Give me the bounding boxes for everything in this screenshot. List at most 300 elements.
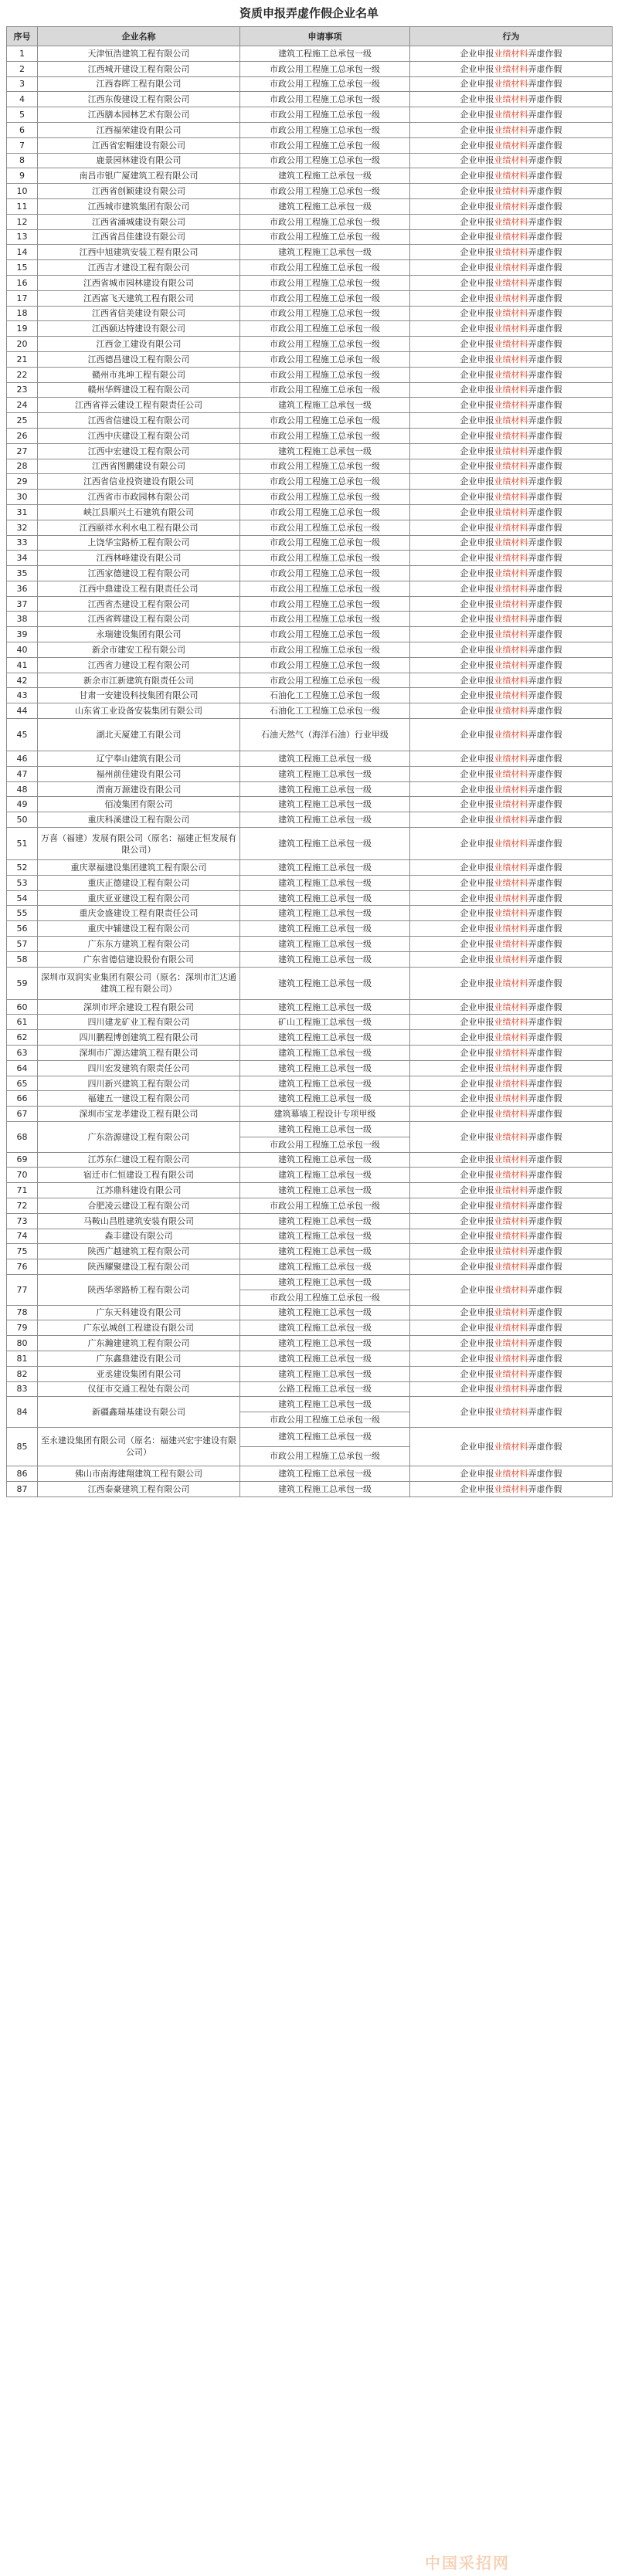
- action-prefix: 企业申报: [460, 247, 494, 258]
- cell-company-name: 鹿景园林建设有限公司: [38, 153, 240, 168]
- cell-no: 42: [7, 673, 38, 688]
- cell-action: [410, 1107, 613, 1122]
- action-highlight: 业绩材料: [494, 768, 528, 779]
- action-highlight: 业绩材料: [494, 644, 528, 655]
- cell-company-name: 江西省力建设工程有限公司: [38, 657, 240, 673]
- action-prefix: 企业申报: [460, 862, 494, 873]
- cell-no: 68: [7, 1122, 38, 1153]
- action-suffix: 弄虚作假: [528, 877, 562, 888]
- cell-application-item: 市政公用工程施工总承包一级: [240, 1198, 410, 1213]
- action-highlight: 业绩材料: [494, 1170, 528, 1181]
- cell-no: 25: [7, 413, 38, 429]
- action-highlight: 业绩材料: [494, 839, 528, 849]
- cell-application-item: 建筑工程施工总承包一级: [240, 1259, 410, 1275]
- action-prefix: 企业申报: [460, 308, 494, 319]
- action-prefix: 企业申报: [460, 339, 494, 350]
- cell-application-item: 建筑工程施工总承包一级: [240, 781, 410, 797]
- cell-company-name: 江西家德建设工程有限公司: [38, 566, 240, 581]
- table-row: [7, 967, 613, 999]
- cell-action: [410, 490, 613, 505]
- table-row: [7, 951, 613, 967]
- cell-application-item: 市政公用工程施工总承包一级: [240, 596, 410, 612]
- cell-no: 22: [7, 367, 38, 382]
- cell-company-name: 赣州市兆坤工程有限公司: [38, 367, 240, 382]
- action-prefix: 企业申报: [460, 263, 494, 273]
- cell-action: [410, 875, 613, 890]
- action-prefix: 企业申报: [460, 354, 494, 364]
- cell-application-item: 市政公用工程施工总承包一级: [240, 260, 410, 276]
- cell-action: [410, 306, 613, 321]
- cell-company-name: 甘肃一安建设科技集团有限公司: [38, 688, 240, 703]
- action-prefix: 企业申报: [460, 507, 494, 517]
- cell-company-name: 渭南万源建设有限公司: [38, 781, 240, 797]
- table-row: [7, 1198, 613, 1213]
- action-prefix: 企业申报: [460, 614, 494, 625]
- action-prefix: 企业申报: [460, 155, 494, 166]
- cell-company-name: 山东省工业设备安装集团有限公司: [38, 703, 240, 719]
- cell-application-item: 建筑工程施工总承包一级: [240, 198, 410, 214]
- action-prefix: 企业申报: [460, 1307, 494, 1318]
- action-prefix: 企业申报: [460, 1231, 494, 1242]
- action-prefix: 企业申报: [460, 201, 494, 212]
- cell-action: [410, 812, 613, 828]
- cell-no: 13: [7, 229, 38, 245]
- cell-company-name: 江西东俊建设工程有限公司: [38, 92, 240, 107]
- cell-no: 29: [7, 474, 38, 490]
- action-highlight: 业绩材料: [494, 140, 528, 151]
- cell-application-item: 建筑工程施工总承包一级: [240, 906, 410, 921]
- action-highlight: 业绩材料: [494, 201, 528, 212]
- action-suffix: 弄虚作假: [528, 1246, 562, 1257]
- table-row: [7, 673, 613, 688]
- action-highlight: 业绩材料: [494, 277, 528, 288]
- cell-action: [410, 703, 613, 719]
- cell-application-item: 建筑工程施工总承包一级: [240, 443, 410, 459]
- action-highlight: 业绩材料: [494, 94, 528, 105]
- action-suffix: 弄虚作假: [528, 1200, 562, 1211]
- cell-action: [410, 1091, 613, 1107]
- table-row: [7, 860, 613, 876]
- cell-company-name: 广东鑫鼎建设有限公司: [38, 1351, 240, 1366]
- action-highlight: 业绩材料: [494, 430, 528, 441]
- action-prefix: 企业申报: [460, 629, 494, 640]
- action-highlight: 业绩材料: [494, 924, 528, 934]
- action-suffix: 弄虚作假: [528, 155, 562, 166]
- action-prefix: 企业申报: [460, 1323, 494, 1334]
- cell-no: 57: [7, 937, 38, 952]
- action-suffix: 弄虚作假: [528, 978, 562, 988]
- action-suffix: 弄虚作假: [528, 908, 562, 919]
- action-suffix: 弄虚作假: [528, 938, 562, 949]
- cell-no: 1: [7, 46, 38, 62]
- action-highlight: 业绩材料: [494, 954, 528, 964]
- cell-action: [410, 520, 613, 535]
- action-prefix: 企业申报: [460, 924, 494, 934]
- cell-action: [410, 890, 613, 906]
- action-prefix: 企业申报: [460, 124, 494, 135]
- cell-no: 21: [7, 351, 38, 367]
- table-row: [7, 566, 613, 581]
- cell-application-item: 市政公用工程施工总承包一级: [240, 367, 410, 382]
- cell-application-item: 市政公用工程施工总承包一级: [240, 566, 410, 581]
- cell-action: [410, 474, 613, 490]
- action-highlight: 业绩材料: [494, 263, 528, 273]
- action-suffix: 弄虚作假: [528, 324, 562, 334]
- cell-no: 83: [7, 1381, 38, 1397]
- cell-action: [410, 657, 613, 673]
- cell-company-name: 广东弘城创工程建设有限公司: [38, 1320, 240, 1336]
- cell-application-item: 市政公用工程施工总承包一级: [240, 306, 410, 321]
- action-suffix: 弄虚作假: [528, 369, 562, 380]
- action-suffix: 弄虚作假: [528, 507, 562, 517]
- cell-action: [410, 1076, 613, 1091]
- cell-application-item: 建筑工程施工总承包一级: [240, 828, 410, 860]
- cell-action: [410, 184, 613, 199]
- action-highlight: 业绩材料: [494, 1384, 528, 1395]
- action-suffix: 弄虚作假: [528, 1215, 562, 1226]
- table-row: [7, 812, 613, 828]
- cell-action: [410, 153, 613, 168]
- cell-no: 24: [7, 398, 38, 413]
- action-highlight: 业绩材料: [494, 354, 528, 364]
- cell-application-item: 市政公用工程施工总承包一级: [240, 92, 410, 107]
- cell-company-name: 江西省涌城建设有限公司: [38, 214, 240, 229]
- action-highlight: 业绩材料: [494, 1353, 528, 1364]
- cell-action: [410, 1427, 613, 1466]
- cell-company-name: 新余市建安工程有限公司: [38, 642, 240, 658]
- table-row: [7, 398, 613, 413]
- cell-company-name: 江西省宏帽建设有限公司: [38, 137, 240, 153]
- cell-company-name: 福州前佳建设有限公司: [38, 766, 240, 781]
- action-highlight: 业绩材料: [494, 1338, 528, 1349]
- cell-application-item: 建筑工程施工总承包一级: [240, 1274, 410, 1290]
- action-prefix: 企业申报: [460, 171, 494, 181]
- cell-application-item: 建筑工程施工总承包一级: [240, 1152, 410, 1168]
- action-prefix: 企业申报: [460, 79, 494, 90]
- cell-no: 78: [7, 1305, 38, 1320]
- cell-company-name: 江西春晖工程有限公司: [38, 76, 240, 92]
- table-row: [7, 688, 613, 703]
- action-highlight: 业绩材料: [494, 1407, 528, 1418]
- action-prefix: 企业申报: [460, 110, 494, 120]
- cell-action: [410, 504, 613, 520]
- cell-no: 85: [7, 1427, 38, 1466]
- cell-company-name: 永瑞建设集团有限公司: [38, 627, 240, 642]
- action-prefix: 企业申报: [460, 186, 494, 197]
- cell-action: [410, 688, 613, 703]
- table-row: [7, 1168, 613, 1183]
- cell-no: 75: [7, 1244, 38, 1259]
- action-suffix: 弄虚作假: [528, 924, 562, 934]
- action-highlight: 业绩材料: [494, 614, 528, 625]
- table-row: [7, 1229, 613, 1244]
- action-highlight: 业绩材料: [494, 1441, 528, 1452]
- cell-action: [410, 107, 613, 123]
- cell-action: [410, 937, 613, 952]
- action-suffix: 弄虚作假: [528, 354, 562, 364]
- action-highlight: 业绩材料: [494, 1483, 528, 1494]
- cell-action: [410, 337, 613, 352]
- action-prefix: 企业申报: [460, 1353, 494, 1364]
- cell-company-name: 湖北天厦建工有限公司: [38, 719, 240, 751]
- cell-company-name: 新余市江新建筑有限责任公司: [38, 673, 240, 688]
- cell-company-name: 江西林峰建设有限公司: [38, 551, 240, 566]
- cell-no: 80: [7, 1336, 38, 1351]
- table-row: [7, 921, 613, 937]
- cell-action: [410, 766, 613, 781]
- action-highlight: 业绩材料: [494, 492, 528, 502]
- cell-no: 9: [7, 168, 38, 184]
- cell-application-item: 市政公用工程施工总承包一级: [240, 275, 410, 290]
- cell-action: [410, 1030, 613, 1046]
- action-prefix: 企业申报: [460, 140, 494, 151]
- cell-company-name: 江西福荣建设有限公司: [38, 122, 240, 137]
- cell-company-name: 江西省祥云建设工程有限责任公司: [38, 398, 240, 413]
- action-suffix: 弄虚作假: [528, 1353, 562, 1364]
- cell-application-item: 建筑工程施工总承包一级: [240, 860, 410, 876]
- action-highlight: 业绩材料: [494, 507, 528, 517]
- cell-application-item: 建筑工程施工总承包一级: [240, 1366, 410, 1381]
- table-row: [7, 153, 613, 168]
- table-row: [7, 1060, 613, 1076]
- cell-action: [410, 1351, 613, 1366]
- cell-application-item: 建筑幕墙工程设计专项甲级: [240, 1107, 410, 1122]
- table-row: [7, 1015, 613, 1030]
- cell-company-name: 四川新兴建筑工程有限公司: [38, 1076, 240, 1091]
- cell-company-name: 江西省信美建设有限公司: [38, 306, 240, 321]
- cell-application-item: 市政公用工程施工总承包一级: [240, 612, 410, 627]
- cell-company-name: 江西省昌佳建设有限公司: [38, 229, 240, 245]
- cell-no: 72: [7, 1198, 38, 1213]
- cell-company-name: 万喜（福建）发展有限公司（原名：福建正恒发展有限公司）: [38, 828, 240, 860]
- cell-action: [410, 860, 613, 876]
- action-prefix: 企业申报: [460, 537, 494, 548]
- cell-company-name: 重庆亚亚建设工程有限公司: [38, 890, 240, 906]
- cell-no: 7: [7, 137, 38, 153]
- cell-action: [410, 459, 613, 474]
- cell-no: 19: [7, 321, 38, 337]
- action-highlight: 业绩材料: [494, 79, 528, 90]
- cell-action: [410, 61, 613, 76]
- cell-action: [410, 828, 613, 860]
- cell-action: [410, 367, 613, 382]
- table-row: [7, 1183, 613, 1198]
- cell-company-name: 辽宁奉山建筑有限公司: [38, 751, 240, 767]
- action-suffix: 弄虚作假: [528, 201, 562, 212]
- action-suffix: 弄虚作假: [528, 1078, 562, 1089]
- cell-action: [410, 1305, 613, 1320]
- cell-company-name: 江西城市建筑集团有限公司: [38, 198, 240, 214]
- action-suffix: 弄虚作假: [528, 537, 562, 548]
- cell-action: [410, 214, 613, 229]
- action-suffix: 弄虚作假: [528, 784, 562, 795]
- table-row: [7, 596, 613, 612]
- cell-application-item: 建筑工程施工总承包一级: [240, 751, 410, 767]
- action-suffix: 弄虚作假: [528, 186, 562, 197]
- cell-no: 48: [7, 781, 38, 797]
- cell-action: [410, 1152, 613, 1168]
- cell-action: [410, 566, 613, 581]
- table-row: [7, 1397, 613, 1412]
- action-prefix: 企业申报: [460, 1284, 494, 1295]
- table-row: [7, 92, 613, 107]
- cell-application-item: 建筑工程施工总承包一级: [240, 1351, 410, 1366]
- action-suffix: 弄虚作假: [528, 48, 562, 59]
- cell-no: 82: [7, 1366, 38, 1381]
- cell-company-name: 江西省城市园林建设有限公司: [38, 275, 240, 290]
- cell-application-item: 市政公用工程施工总承包一级: [240, 351, 410, 367]
- action-suffix: 弄虚作假: [528, 385, 562, 395]
- action-highlight: 业绩材料: [494, 1002, 528, 1012]
- cell-action: [410, 76, 613, 92]
- cell-no: 8: [7, 153, 38, 168]
- cell-application-item: 市政公用工程施工总承包一级: [240, 535, 410, 551]
- table-row: [7, 906, 613, 921]
- cell-no: 10: [7, 184, 38, 199]
- action-prefix: 企业申报: [460, 675, 494, 686]
- header-item: 申请事项: [240, 27, 410, 46]
- cell-application-item: 建筑工程施工总承包一级: [240, 1046, 410, 1061]
- table-row: [7, 828, 613, 860]
- table-row: [7, 703, 613, 719]
- cell-no: 56: [7, 921, 38, 937]
- action-prefix: 企业申报: [460, 1032, 494, 1043]
- action-prefix: 企业申报: [460, 553, 494, 564]
- action-prefix: 企业申报: [460, 659, 494, 670]
- cell-company-name: 赣州华辉建设工程有限公司: [38, 382, 240, 398]
- action-suffix: 弄虚作假: [528, 1047, 562, 1058]
- cell-action: [410, 967, 613, 999]
- cell-no: 62: [7, 1030, 38, 1046]
- table-row: [7, 184, 613, 199]
- cell-action: [410, 1466, 613, 1481]
- action-highlight: 业绩材料: [494, 124, 528, 135]
- cell-no: 49: [7, 797, 38, 812]
- action-suffix: 弄虚作假: [528, 339, 562, 350]
- action-prefix: 企业申报: [460, 1215, 494, 1226]
- table-row: [7, 413, 613, 429]
- cell-application-item: 建筑工程施工总承包一级: [240, 921, 410, 937]
- table-row: [7, 214, 613, 229]
- cell-application-item: 市政公用工程施工总承包一级: [240, 1412, 410, 1428]
- cell-company-name: 江苏东仁建设工程有限公司: [38, 1152, 240, 1168]
- cell-company-name: 佛山市南海建翔建筑工程有限公司: [38, 1466, 240, 1481]
- cell-company-name: 江西中宏建设工程有限公司: [38, 443, 240, 459]
- table-row: [7, 797, 613, 812]
- table-row: [7, 122, 613, 137]
- table-row: [7, 351, 613, 367]
- action-suffix: 弄虚作假: [528, 839, 562, 849]
- action-highlight: 业绩材料: [494, 753, 528, 764]
- table-row: [7, 1076, 613, 1091]
- table-row: [7, 321, 613, 337]
- table-row: [7, 551, 613, 566]
- cell-company-name: 广东天科建设有限公司: [38, 1305, 240, 1320]
- cell-company-name: 江西省创颖建设有限公司: [38, 184, 240, 199]
- action-prefix: 企业申报: [460, 1384, 494, 1395]
- cell-action: [410, 1015, 613, 1030]
- action-suffix: 弄虚作假: [528, 568, 562, 578]
- table-row: [7, 1336, 613, 1351]
- table-row: [7, 245, 613, 260]
- cell-application-item: 建筑工程施工总承包一级: [240, 1466, 410, 1481]
- action-prefix: 企业申报: [460, 1368, 494, 1379]
- action-highlight: 业绩材料: [494, 308, 528, 319]
- cell-no: 26: [7, 428, 38, 443]
- cell-company-name: 森丰建设有限公司: [38, 1229, 240, 1244]
- action-highlight: 业绩材料: [494, 568, 528, 578]
- action-prefix: 企业申报: [460, 598, 494, 609]
- table-row: [7, 474, 613, 490]
- cell-no: 5: [7, 107, 38, 123]
- table-row: [7, 581, 613, 596]
- action-highlight: 业绩材料: [494, 784, 528, 795]
- cell-action: [410, 443, 613, 459]
- action-prefix: 企业申报: [460, 461, 494, 472]
- table-row: [7, 443, 613, 459]
- cell-company-name: 江西泰豪建筑工程有限公司: [38, 1481, 240, 1496]
- action-suffix: 弄虚作假: [528, 690, 562, 701]
- action-highlight: 业绩材料: [494, 155, 528, 166]
- cell-action: [410, 290, 613, 306]
- cell-company-name: 宿迁市仁恒建设工程有限公司: [38, 1168, 240, 1183]
- cell-no: 4: [7, 92, 38, 107]
- table-row: [7, 875, 613, 890]
- cell-no: 14: [7, 245, 38, 260]
- header-no: 序号: [7, 27, 38, 46]
- table-row: [7, 367, 613, 382]
- action-highlight: 业绩材料: [494, 553, 528, 564]
- table-row: [7, 612, 613, 627]
- action-highlight: 业绩材料: [494, 690, 528, 701]
- cell-action: [410, 168, 613, 184]
- cell-no: 51: [7, 828, 38, 860]
- cell-action: [410, 46, 613, 62]
- cell-application-item: 建筑工程施工总承包一级: [240, 1427, 410, 1446]
- action-prefix: 企业申报: [460, 730, 494, 741]
- cell-application-item: 市政公用工程施工总承包一级: [240, 642, 410, 658]
- cell-application-item: 建筑工程施工总承包一级: [240, 1336, 410, 1351]
- cell-company-name: 江西省信建设工程有限公司: [38, 413, 240, 429]
- cell-application-item: 建筑工程施工总承包一级: [240, 797, 410, 812]
- action-prefix: 企业申报: [460, 568, 494, 578]
- table-row: [7, 1122, 613, 1137]
- cell-application-item: 市政公用工程施工总承包一级: [240, 321, 410, 337]
- action-prefix: 企业申报: [460, 1017, 494, 1028]
- table-row: [7, 1152, 613, 1168]
- table-row: [7, 1466, 613, 1481]
- table-row: [7, 766, 613, 781]
- cell-company-name: 广东东方建筑工程有限公司: [38, 937, 240, 952]
- cell-company-name: 江西中鼎建设工程有限责任公司: [38, 581, 240, 596]
- cell-application-item: 市政公用工程施工总承包一级: [240, 76, 410, 92]
- table-row: [7, 107, 613, 123]
- cell-no: 39: [7, 627, 38, 642]
- cell-application-item: 建筑工程施工总承包一级: [240, 951, 410, 967]
- action-highlight: 业绩材料: [494, 659, 528, 670]
- cell-action: [410, 137, 613, 153]
- table-row: [7, 1381, 613, 1397]
- cell-application-item: 建筑工程施工总承包一级: [240, 1091, 410, 1107]
- action-highlight: 业绩材料: [494, 232, 528, 242]
- cell-company-name: 江西德昌建设工程有限公司: [38, 351, 240, 367]
- action-suffix: 弄虚作假: [528, 94, 562, 105]
- action-prefix: 企业申报: [460, 1441, 494, 1452]
- action-suffix: 弄虚作假: [528, 1170, 562, 1181]
- action-prefix: 企业申报: [460, 63, 494, 74]
- cell-application-item: 市政公用工程施工总承包一级: [240, 107, 410, 123]
- action-suffix: 弄虚作假: [528, 171, 562, 181]
